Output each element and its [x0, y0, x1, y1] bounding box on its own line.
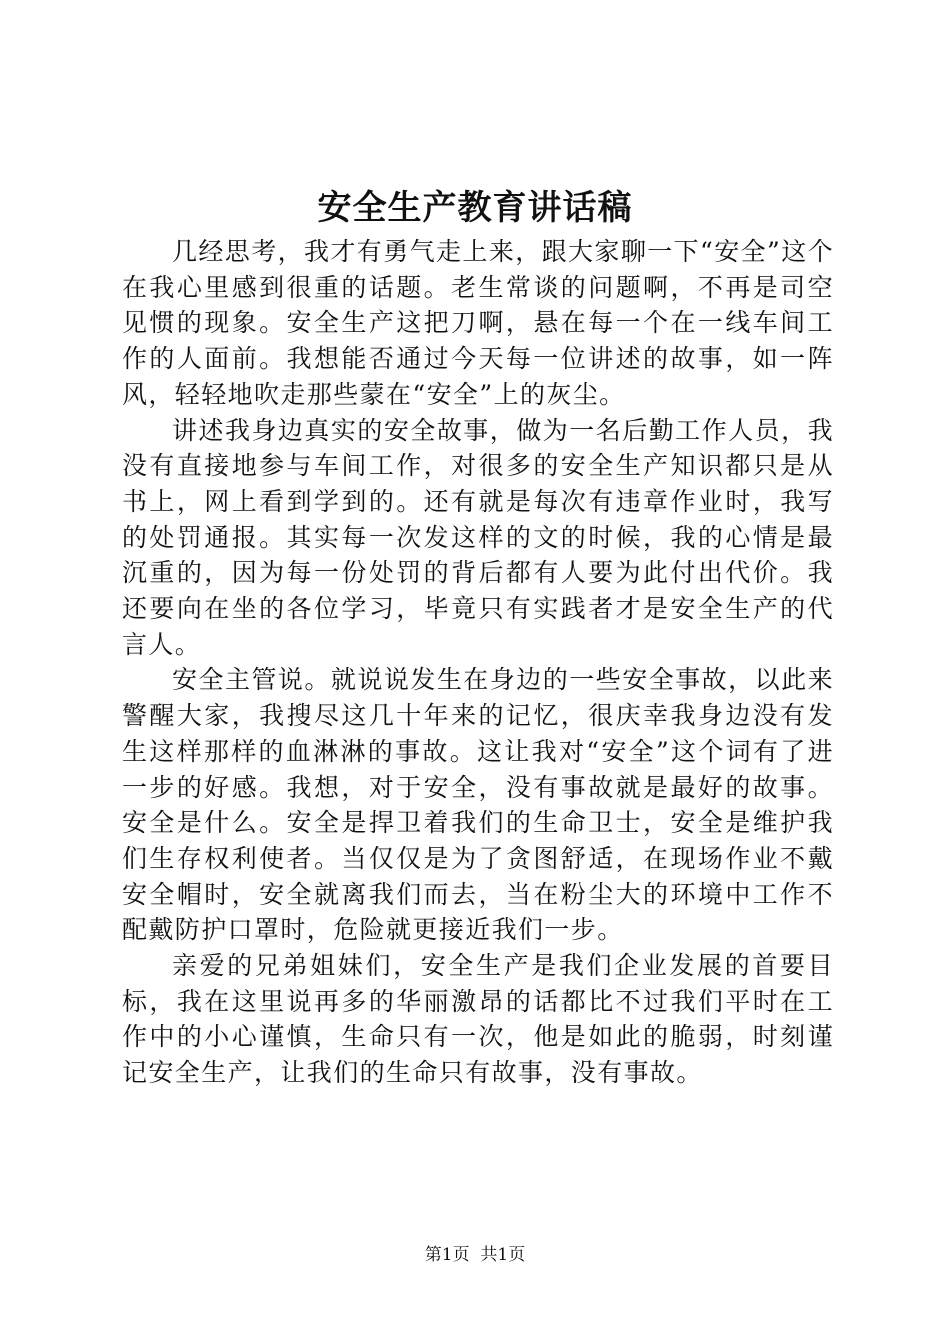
footer-separator: [470, 1245, 481, 1265]
paragraph: 讲述我身边真实的安全故事，做为一名后勤工作人员，我没有直接地参与车间工作，对很多的安全生产知识都只是从书上，网上看到学到的。还有就是每次有违章作业时，我写的处罚通报。其实每一次发这样的文的时候，我的心情是最沉重的，因为每一份处罚的背后都有人要为此付出代价。我还要向在坐的各位学习，毕竟只有实践者才是安全生产的代言人。: [122, 415, 834, 659]
paragraph: 几经思考，我才有勇气走上来，跟大家聊一下“安全”这个在我心里感到很重的话题。老生常谈的问题啊，不再是司空见惯的现象。安全生产这把刀啊，悬在每一个在一线车间工作的人面前。我想能否通过今天每一位讲述的故事，如一阵风，轻轻地吹走那些蒙在“安全”上的灰尘。: [122, 237, 834, 409]
document-body: [122, 234, 834, 1091]
page-footer: [0, 1243, 950, 1267]
page-number: 第1页: [424, 1245, 470, 1265]
page-total: 共1页: [480, 1245, 526, 1265]
document-title: 安全生产教育讲话稿: [317, 188, 633, 228]
paragraph: 安全主管说。就说说发生在身边的一些安全事故，以此来警醒大家，我搜尽这几十年来的记忆，很庆幸我身边没有发生这样那样的血淋淋的事故。这让我对“安全”这个词有了进一步的好感。我想，对于安全，没有事故就是最好的故事。安全是什么。安全是捍卫着我们的生命卫士，安全是维护我们生存权利使者。当仅仅是为了贪图舒适，在现场作业不戴安全帽时，安全就离我们而去，当在粉尘大的环境中工作不配戴防护口罩时，危险就更接近我们一步。: [122, 665, 834, 945]
paragraph: 亲爱的兄弟姐妹们，安全生产是我们企业发展的首要目标，我在这里说再多的华丽激昂的话都比不过我们平时在工作中的小心谨慎，生命只有一次，他是如此的脆弱，时刻谨记安全生产，让我们的生命只有故事，没有事故。: [122, 951, 834, 1088]
